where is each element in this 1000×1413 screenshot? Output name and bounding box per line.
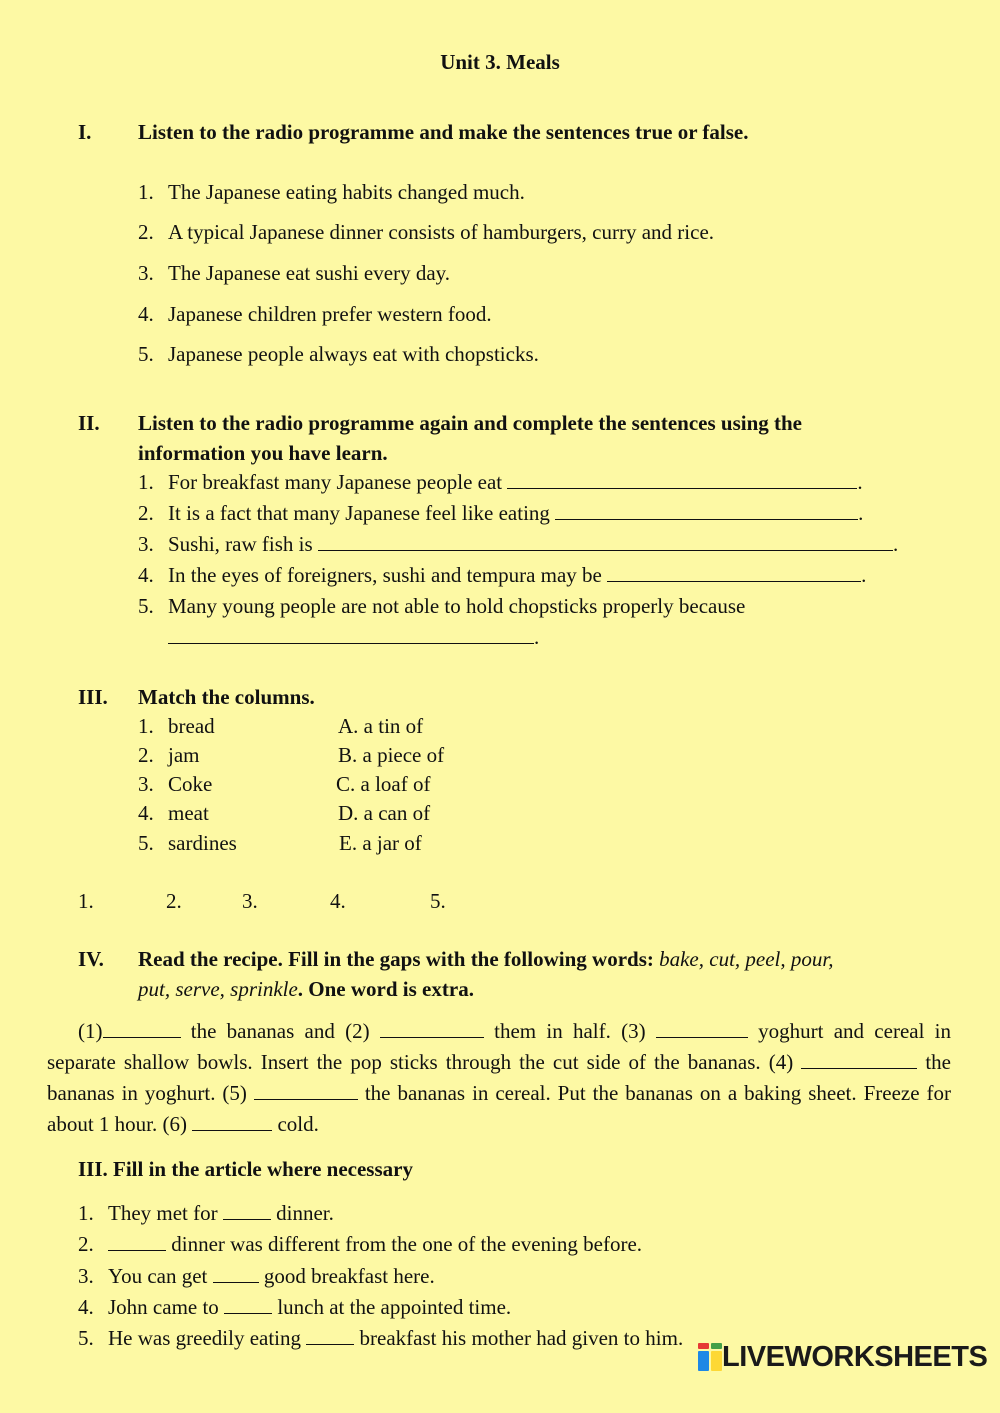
match-right-item: C. a loaf of: [336, 772, 431, 796]
match-left-num: 2.: [138, 743, 154, 767]
article-blank[interactable]: [213, 1265, 259, 1283]
recipe-text: the bananas and (2): [180, 1019, 380, 1043]
s5-text: John came to: [108, 1295, 225, 1319]
recipe-text: the bananas in cereal. Put the bananas on a baking sheet. Freeze for about 1 hour. (6): [47, 1081, 951, 1136]
period: .: [857, 470, 863, 494]
period: .: [861, 563, 867, 587]
s5-text: dinner.: [270, 1201, 334, 1225]
gap-5[interactable]: [254, 1082, 358, 1100]
recipe-text: the bananas in yoghurt. (5): [47, 1050, 951, 1105]
s1-item-text: Japanese people always eat with chopsticks.: [168, 342, 539, 366]
section-3-number: III.: [78, 685, 108, 709]
liveworksheets-logo-icon: [698, 1343, 722, 1371]
match-left-item: jam: [168, 743, 200, 767]
s5-item-row: [108, 1264, 435, 1289]
s2-item-text: Sushi, raw fish is: [168, 532, 313, 556]
s5-item-row: [108, 1201, 334, 1226]
section-5-heading: III. Fill in the article where necessary: [78, 1157, 413, 1181]
section-4-number: IV.: [78, 947, 104, 971]
s2-item-row: [168, 501, 863, 526]
match-left-item: sardines: [168, 831, 237, 855]
word-bank: put, serve, sprinkle: [138, 977, 298, 1001]
s5-item-row: [108, 1232, 642, 1257]
s1-item-text: A typical Japanese dinner consists of hamburgers, curry and rice.: [168, 220, 715, 244]
s5-item-num: 5.: [78, 1326, 94, 1350]
gap-2[interactable]: [380, 1020, 484, 1038]
brand-name: LIVEWORKSHEETS: [722, 1340, 988, 1373]
gap-3[interactable]: [656, 1020, 748, 1038]
answer-blank[interactable]: [318, 533, 893, 551]
match-left-num: 1.: [138, 714, 154, 738]
s1-item-num: 1.: [138, 180, 154, 204]
match-answer-slot[interactable]: 3.: [242, 889, 258, 913]
section-2-heading-line2: information you have learn.: [138, 441, 388, 465]
article-blank[interactable]: [224, 1296, 272, 1314]
section-2-number: II.: [78, 411, 100, 435]
s1-item-num: 3.: [138, 261, 154, 285]
period: .: [858, 501, 864, 525]
match-right-item: A. a tin of: [338, 714, 424, 738]
s2-item-text: For breakfast many Japanese people eat: [168, 470, 503, 494]
s2-item-row: [168, 532, 898, 557]
match-answer-slot[interactable]: 4.: [330, 889, 346, 913]
s2-item-text: Many young people are not able to hold chopsticks properly because: [168, 594, 746, 618]
match-left-num: 3.: [138, 772, 154, 796]
section-3-heading: Match the columns.: [138, 685, 315, 709]
gap-4[interactable]: [801, 1051, 917, 1069]
period: .: [534, 625, 540, 649]
answer-blank[interactable]: [168, 626, 534, 644]
s2-item-num: 4.: [138, 563, 154, 587]
s2-item-num: 3.: [138, 532, 154, 556]
word-bank: bake, cut, peel, pour,: [659, 947, 834, 971]
section-4-heading-line2: [138, 977, 474, 1002]
match-right-item: E. a jar of: [339, 831, 422, 855]
liveworksheets-logo: [698, 1340, 987, 1374]
match-answer-slot[interactable]: 2.: [166, 889, 182, 913]
recipe-text: cold.: [272, 1112, 319, 1136]
s2-item-row: [168, 563, 866, 588]
s2-item-row: [168, 470, 863, 495]
article-blank[interactable]: [306, 1327, 354, 1345]
recipe-text: yoghurt and cereal in separate shallow bowls. Insert the pop sticks through the cut side of the bananas. (4): [47, 1019, 952, 1074]
period: .: [892, 532, 899, 556]
s5-item-num: 3.: [78, 1264, 94, 1288]
section-4-heading-line1: [138, 947, 833, 972]
s2-item-row: [168, 625, 539, 650]
match-left-item: Coke: [168, 772, 213, 796]
s5-item-num: 1.: [78, 1201, 94, 1225]
match-right-item: B. a piece of: [338, 743, 445, 767]
s5-text: good breakfast here.: [258, 1264, 435, 1288]
match-answer-slot[interactable]: 1.: [78, 889, 94, 913]
gap-1[interactable]: [103, 1020, 181, 1038]
match-left-item: bread: [168, 714, 215, 738]
gap-6[interactable]: [192, 1113, 272, 1131]
s2-item-num: 2.: [138, 501, 154, 525]
s5-text: You can get: [108, 1264, 213, 1288]
s5-text: He was greedily eating: [108, 1326, 307, 1350]
section-2-heading-line1: Listen to the radio programme again and complete the sentences using the: [138, 411, 802, 435]
recipe-text: them in half. (3): [483, 1019, 656, 1043]
section-1-heading: Listen to the radio programme and make the sentences true or false.: [138, 120, 749, 144]
s5-text: breakfast his mother had given to him.: [354, 1326, 684, 1350]
recipe-paragraph: [47, 1016, 951, 1140]
s5-text: They met for: [108, 1201, 223, 1225]
s5-text: lunch at the appointed time.: [272, 1295, 512, 1319]
s5-item-num: 4.: [78, 1295, 94, 1319]
s1-item-num: 5.: [138, 342, 154, 366]
s2-item-text: In the eyes of foreigners, sushi and tempura may be: [168, 563, 602, 587]
s5-text: dinner was different from the one of the evening before.: [166, 1232, 643, 1256]
article-blank[interactable]: [223, 1202, 271, 1220]
s1-item-text: Japanese children prefer western food.: [168, 302, 492, 326]
s1-item-num: 4.: [138, 302, 154, 326]
s1-item-num: 2.: [138, 220, 154, 244]
s5-item-row: [108, 1295, 511, 1320]
s1-item-text: The Japanese eat sushi every day.: [168, 261, 451, 285]
s1-item-text: The Japanese eating habits changed much.: [168, 180, 525, 204]
article-blank[interactable]: [108, 1233, 166, 1251]
s2-item-text: It is a fact that many Japanese feel like eating: [168, 501, 550, 525]
match-left-item: meat: [168, 801, 209, 825]
page-title: Unit 3. Meals: [440, 50, 560, 74]
section-4-note: . One word is extra.: [297, 977, 474, 1001]
match-right-item: D. a can of: [338, 801, 431, 825]
match-answer-slot[interactable]: 5.: [430, 889, 446, 913]
match-left-num: 4.: [138, 801, 154, 825]
section-1-number: I.: [78, 120, 92, 144]
answer-blank[interactable]: [607, 564, 861, 582]
s2-item-num: 5.: [138, 594, 154, 618]
match-left-num: 5.: [138, 831, 154, 855]
s2-item-num: 1.: [138, 470, 154, 494]
answer-blank[interactable]: [507, 471, 857, 489]
s5-item-row: [108, 1326, 683, 1351]
section-4-instruction: Read the recipe. Fill in the gaps with the following words:: [138, 947, 654, 971]
recipe-text: (1): [78, 1019, 103, 1043]
s5-item-num: 2.: [78, 1232, 94, 1256]
answer-blank[interactable]: [555, 502, 858, 520]
